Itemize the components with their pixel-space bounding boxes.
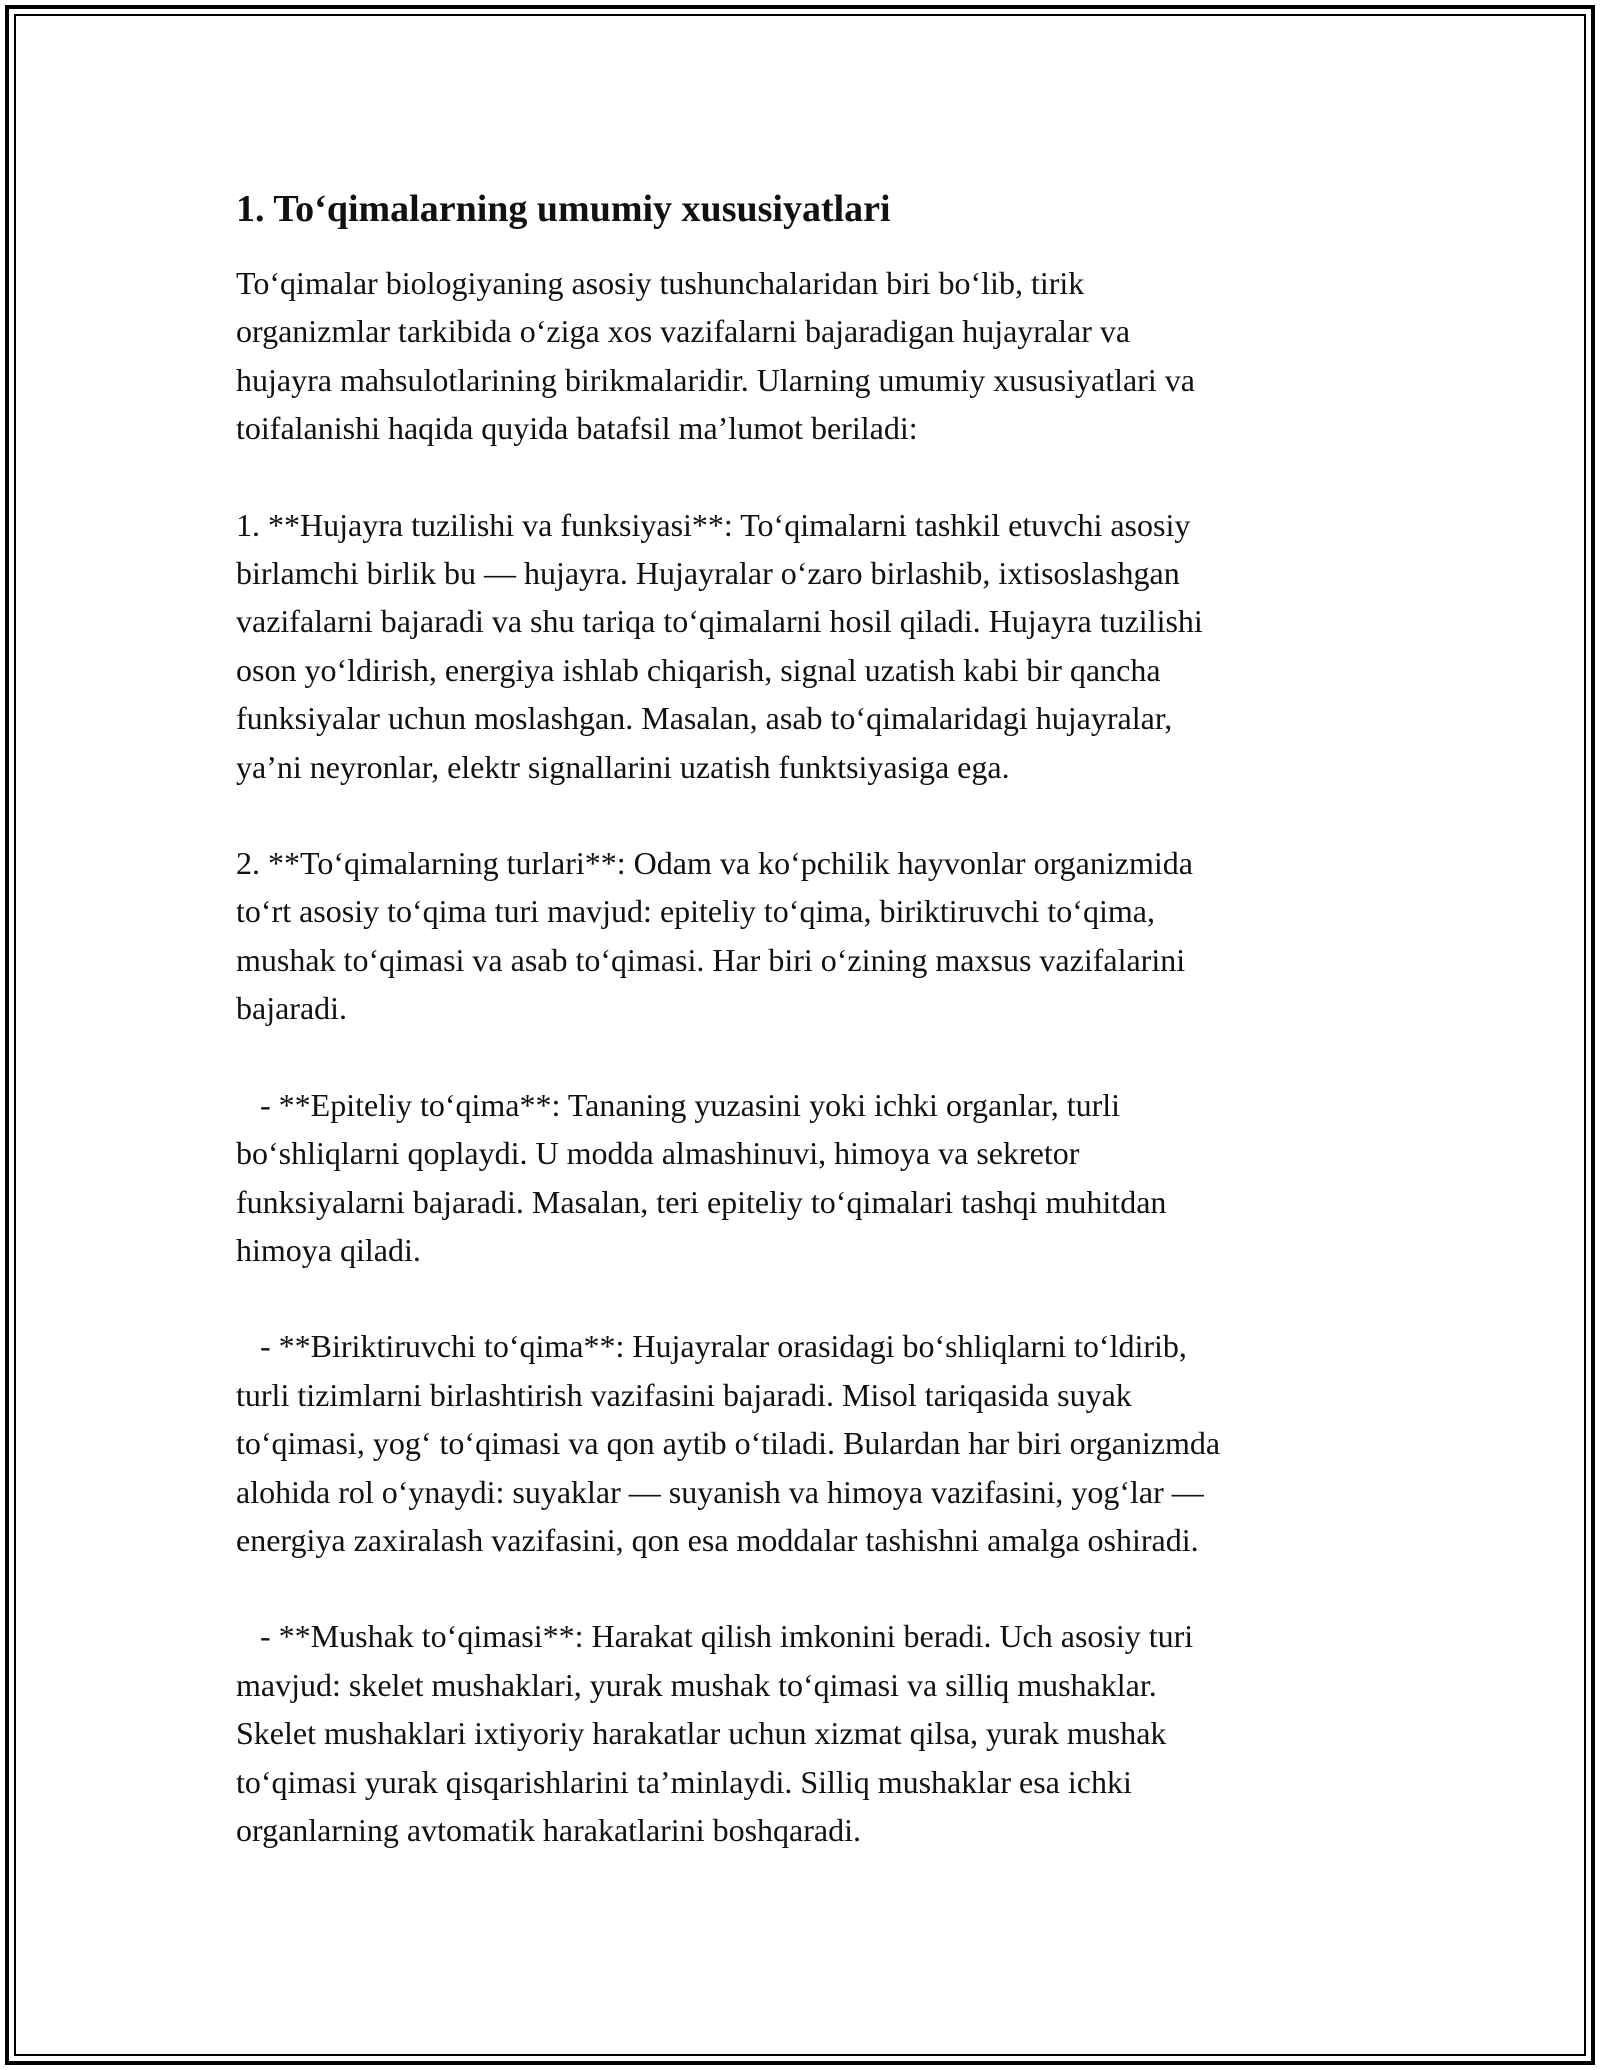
section-title: 1. To‘qimalarning umumiy xususiyatlari <box>236 188 891 230</box>
intro-paragraph: To‘qimalar biologiyaning asosiy tushunchalaridan biri bo‘lib, tirik organizmlar tarkibida o‘ziga xos vazifalarni bajaradigan hujayralar va hujayra mahsulotlarining birikmalaridir. Ularning umumiy xususiyatlari va toifalanishi haqida quyida batafsil ma’lumot beriladi: <box>236 265 1195 447</box>
paragraph-tissue-types: 2. **To‘qimalarning turlari**: Odam va ko‘pchilik hayvonlar organizmida to‘rt asosiy to‘qima turi mavjud: epiteliy to‘qima, biriktiruvchi to‘qima, mushak to‘qimasi va asab to‘qimasi. Har biri o‘zining maxsus vazifalarini bajaradi. <box>236 845 1193 1027</box>
paragraph-cell-structure: 1. **Hujayra tuzilishi va funksiyasi**: To‘qimalarni tashkil etuvchi asosiy birlamchi birlik bu — hujayra. Hujayralar o‘zaro birlashib, ixtisoslashgan vazifalarni bajaradi va shu tariqa to‘qimalarni hosil qiladi. Hujayra tuzilishi oson yo‘ldirish, energiya ishlab chiqarish, signal uzatish kabi bir qancha funksiyalar uchun moslashgan. Masalan, asab to‘qimalaridagi hujayralar, ya’ni neyronlar, elektr signallarini uzatish funktsiyasiga ega. <box>236 506 1203 785</box>
document-body <box>236 185 1376 1902</box>
paragraph-epithelial-tissue: - **Epiteliy to‘qima**: Tananing yuzasini yoki ichki organlar, turli bo‘shliqlarni qoplaydi. U modda almashinuvi, himoya va sekretor funksiyalarni bajaradi. Masalan, teri epiteliy to‘qimalari tashqi muhitdan himoya qiladi. <box>236 1086 1167 1268</box>
paragraph-connective-tissue: - **Biriktiruvchi to‘qima**: Hujayralar orasidagi bo‘shliqlarni to‘ldirib, turli tizimlarni birlashtirish vazifasini bajaradi. Misol tariqasida suyak to‘qimasi, yog‘ to‘qimasi va qon aytib o‘tiladi. Bulardan har biri organizmda alohida rol o‘ynaydi: suyaklar — suyanish va himoya vazifasini, yog‘lar — energiya zaxiralash vazifasini, qon esa moddalar tashishni amalga oshiradi. <box>236 1328 1221 1558</box>
paragraph-muscle-tissue: - **Mushak to‘qimasi**: Harakat qilish imkonini beradi. Uch asosiy turi mavjud: skelet mushaklari, yurak mushak to‘qimasi va silliq mushaklar. Skelet mushaklari ixtiyoriy harakatlar uchun xizmat qilsa, yurak mushak to‘qimasi yurak qisqarishlarini ta’minlaydi. Silliq mushaklar esa ichki organlarning avtomatik harakatlarini boshqaradi. <box>236 1618 1194 1848</box>
